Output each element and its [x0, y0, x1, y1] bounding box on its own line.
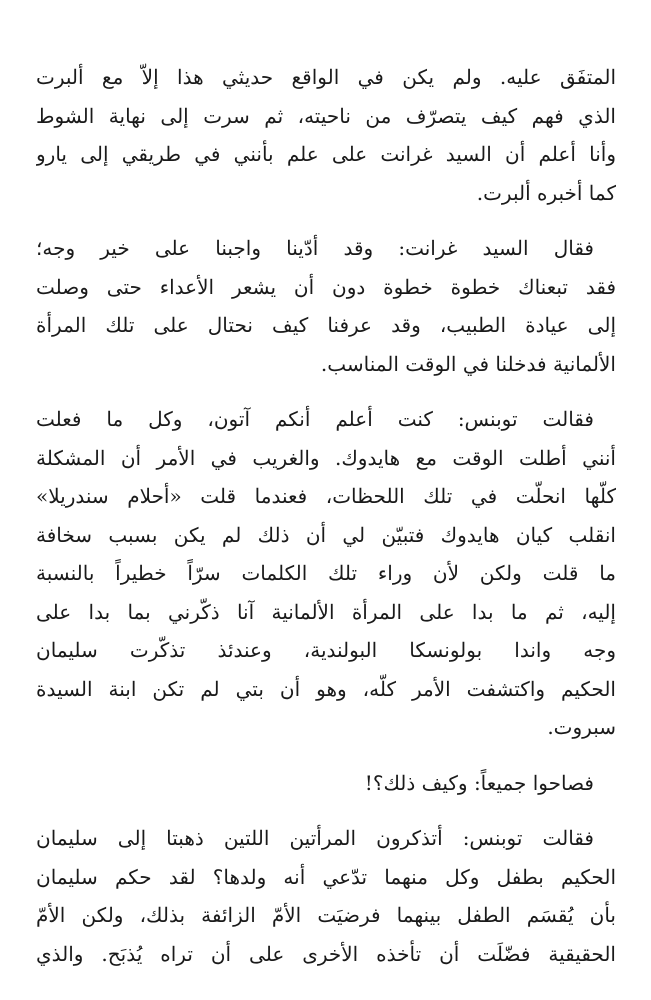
text-line: الحكيم بطفل وكل منهما تدّعي أنه ولدها؟ لقد حكم سليمان — [36, 864, 616, 889]
text-line: الألمانية فدخلنا في الوقت المناسب. — [320, 351, 616, 376]
paragraph-2 — [36, 229, 616, 383]
text-line: إلى عيادة الطبيب، وقد عرفنا كيف نحتال على تلك المرأة — [36, 313, 616, 337]
text-line: الحقيقية فضّلَت أن تأخذه الأخرى على أن تراه يُذبَح. والذي — [36, 941, 616, 966]
text-line: فصاحوا جميعاً: وكيف ذلك؟! — [364, 770, 594, 795]
text-line: فقالت توبنس: أتذكرون المرأتين اللتين ذهبتا إلى سليمان — [36, 826, 594, 850]
paragraph-gap — [36, 802, 616, 819]
text-line: إليه، ثم ما بدا على المرأة الألمانية آنا ذكّرني بما بدا على — [36, 599, 616, 624]
text-line: بأن يُقسَم الطفل بينهما فرضيَت الأمّ الزائفة بذلك، ولكن الأمّ — [36, 903, 616, 927]
paragraph-5 — [36, 819, 616, 973]
text-line: ما قلت ولكن لأن وراء تلك الكلمات سرّاً خطيراً بالنسبة — [36, 561, 616, 585]
text-line: كلّها انحلّت في تلك اللحظات، فعندما قلت «أحلام سندريلا» — [36, 484, 616, 508]
text-line: فقال السيد غرانت: وقد أدّينا واجبنا على خير وجه؛ — [36, 236, 594, 260]
paragraph-gap — [36, 212, 616, 229]
paragraph-4 — [36, 764, 616, 803]
text-line: فقد تبعناك خطوة خطوة دون أن يشعر الأعداء حتى وصلت — [36, 274, 616, 299]
text-line: سبروت. — [547, 715, 616, 739]
paragraph-1 — [36, 58, 616, 212]
paragraph-3 — [36, 400, 616, 747]
paragraph-gap — [36, 747, 616, 764]
text-line: وجه واندا بولونسكا البولندية، وعندئذ تذكّرت سليمان — [36, 638, 616, 662]
text-line: الحكيم واكتشفت الأمر كلّه، وهو أن بتي لم تكن ابنة السيدة — [36, 676, 616, 701]
book-page — [36, 58, 616, 973]
text-line: أنني أطلت الوقت مع هايدوك. والغريب في الأمر أن المشكلة — [36, 445, 616, 470]
text-line: انقلب كيان هايدوك فتبيّن لي أن ذلك لم يكن بسبب سخافة — [36, 522, 616, 547]
text-line: المتفَق عليه. ولم يكن في الواقع حديثي هذا إلاّ مع ألبرت — [36, 65, 616, 89]
text-line: كما أخبره ألبرت. — [476, 180, 616, 205]
text-line: وأنا أعلم أن السيد غرانت على علم بأنني في طريقي إلى يارو — [36, 142, 616, 166]
paragraph-gap — [36, 383, 616, 400]
text-line: الذي فهم كيف يتصرّف من ناحيته، ثم سرت إلى نهاية الشوط — [36, 103, 616, 128]
text-line: فقالت توبنس: كنت أعلم أنكم آتون، وكل ما فعلت — [36, 407, 594, 431]
